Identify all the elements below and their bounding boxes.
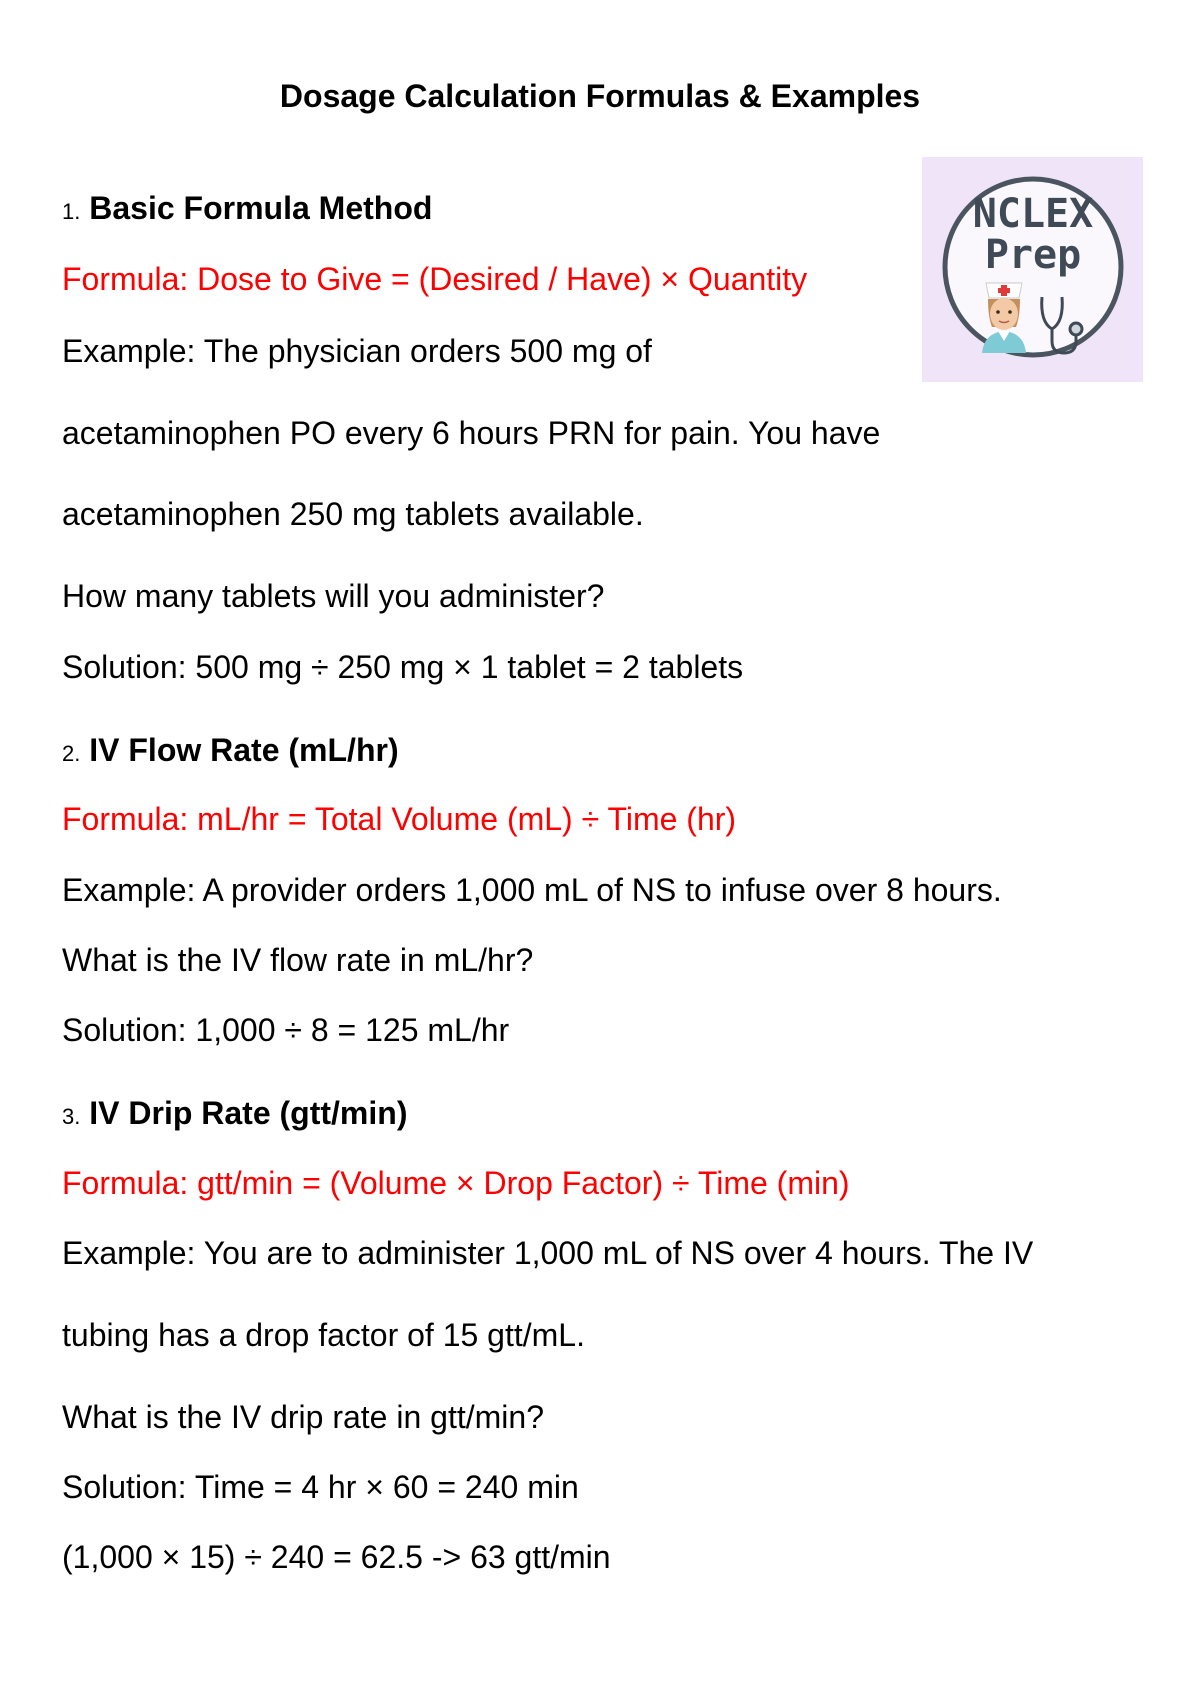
section-3-example-line-1: Example: You are to administer 1,000 mL of NS over 4 hours. The IV [62,1235,1034,1271]
section-2-solution: Solution: 1,000 ÷ 8 = 125 mL/hr [62,1012,510,1048]
section-1-question: How many tablets will you administer? [62,578,605,614]
document-title: Dosage Calculation Formulas & Examples [279,78,921,114]
section-2-question: What is the IV flow rate in mL/hr? [62,942,534,978]
section-3-question: What is the IV drip rate in gtt/min? [62,1399,544,1435]
section-1-title: Basic Formula Method [89,190,433,226]
section-3-formula: Formula: gtt/min = (Volume × Drop Factor) ÷ Time (min) [62,1165,850,1201]
logo-text-prep: Prep [984,232,1082,278]
section-3-title: IV Drip Rate (gtt/min) [89,1095,408,1131]
section-1-formula: Formula: Dose to Give = (Desired / Have) × Quantity [62,261,808,297]
logo-text-nclex: NCLEX [972,191,1094,237]
section-1-example-line-1: Example: The physician orders 500 mg of [62,333,652,369]
section-1-number: 1. [62,199,81,224]
section-3-solution-line-2: (1,000 × 15) ÷ 240 = 62.5 -> 63 gtt/min [62,1539,611,1575]
section-2-number: 2. [62,741,81,766]
section-3-example-line-2: tubing has a drop factor of 15 gtt/mL. [62,1317,585,1353]
section-2-heading [62,730,399,774]
section-3-heading [62,1093,407,1137]
section-2-formula: Formula: mL/hr = Total Volume (mL) ÷ Time (hr) [62,801,737,837]
section-1-solution: Solution: 500 mg ÷ 250 mg × 1 tablet = 2 tablets [62,649,744,685]
section-1-heading [62,188,432,232]
section-1-example-line-2: acetaminophen PO every 6 hours PRN for pain. You have [62,415,881,451]
section-1-example-line-3: acetaminophen 250 mg tablets available. [62,496,644,532]
nclex-prep-logo [922,157,1143,382]
section-2-example-line-1: Example: A provider orders 1,000 mL of NS to infuse over 8 hours. [62,872,1002,908]
section-3-solution-line-1: Solution: Time = 4 hr × 60 = 240 min [62,1469,579,1505]
nclex-prep-logo-image [922,157,1143,382]
section-3-number: 3. [62,1104,81,1129]
section-2-title: IV Flow Rate (mL/hr) [89,732,399,768]
